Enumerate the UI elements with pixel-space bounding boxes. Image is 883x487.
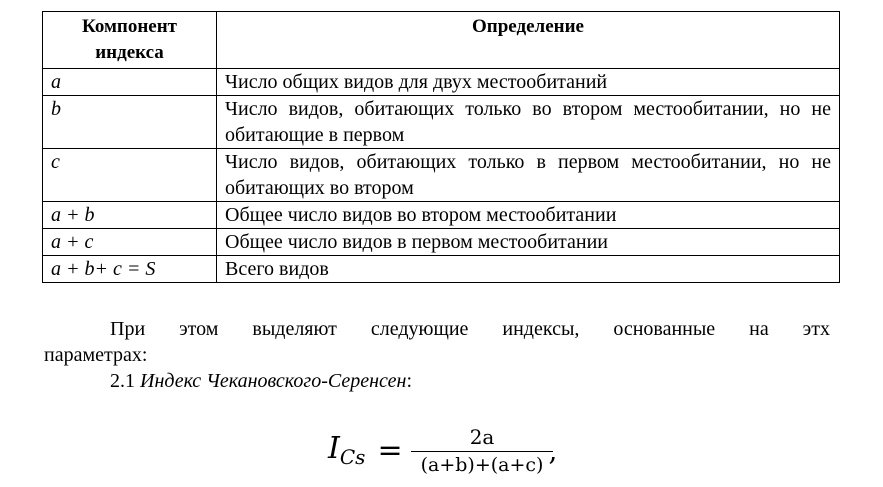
table-header-row (43, 12, 840, 69)
index-colon: : (406, 370, 412, 392)
definition-cell: Общее число видов во втором местообитании (217, 202, 840, 229)
header-definition: Определение (217, 12, 840, 69)
component-cell: a (43, 69, 217, 96)
formula-equals: = (377, 432, 403, 468)
table-row (43, 256, 840, 283)
component-cell: a + c (43, 229, 217, 256)
formula-symbol: I (328, 431, 340, 466)
component-cell: a + b (43, 202, 217, 229)
table-row (43, 229, 840, 256)
index-heading (44, 368, 830, 394)
header-component: Компонент индекса (43, 12, 217, 69)
table-row (43, 202, 840, 229)
index-number: 2.1 (110, 370, 140, 392)
paragraph-line: При этом выделяют следующие индексы, основанные на этх (110, 318, 830, 340)
formula-subscript: Cs (339, 445, 366, 469)
table-row (43, 69, 840, 96)
formula-numerator: 2a (411, 425, 554, 452)
table-row (43, 149, 840, 202)
index-name: Индекс Чекановского-Серенсен (140, 370, 407, 392)
formula-fraction (417, 425, 548, 476)
component-cell: c (43, 149, 217, 202)
formula-denominator: (a+b)+(a+c) (420, 453, 544, 476)
definition-cell: Общее число видов в первом местообитании (217, 229, 840, 256)
definitions-table (42, 11, 840, 283)
formula-lhs (328, 431, 365, 469)
definition-cell: Число видов, обитающих только во втором местообитании, но не обитающие в первом (217, 96, 840, 149)
component-cell: a + b+ c = S (43, 256, 217, 283)
body-paragraph (44, 316, 830, 368)
paragraph-line: параметрах: (44, 344, 148, 366)
definition-cell: Число общих видов для двух местообитаний (217, 69, 840, 96)
table-row (43, 96, 840, 149)
sorensen-formula (328, 420, 557, 480)
definition-cell: Число видов, обитающих только в первом местообитании, но не обитающих во втором (217, 149, 840, 202)
formula-comma: , (548, 433, 558, 467)
definition-cell: Всего видов (217, 256, 840, 283)
component-cell: b (43, 96, 217, 149)
